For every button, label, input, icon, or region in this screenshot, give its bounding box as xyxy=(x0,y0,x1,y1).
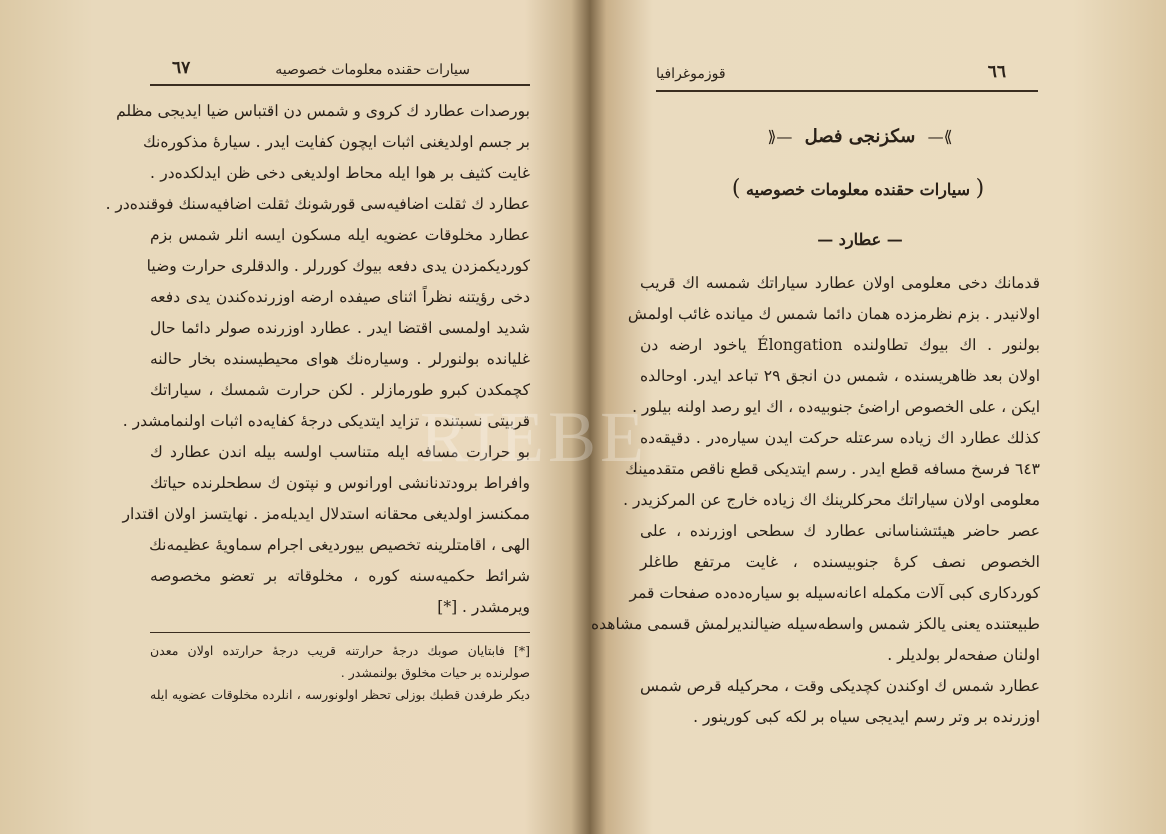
footnotes xyxy=(150,640,530,706)
text-line: غلیانده بولنورلر . وسیاره‌نك هوای محیطیسنده بخار حالنه xyxy=(150,350,530,368)
text-line: غایت کثیف بر هوا ایله محاط اولدیغى دخی ظن ایدلکده‌در . xyxy=(150,164,530,182)
text-line: عطارد ك ثقلت اضافیه‌سی قورشونك ثقلت اضافیه‌سنك فوقنده‌در . xyxy=(105,195,530,213)
header-rule xyxy=(656,90,1038,92)
text-line: ایکن ، علی الخصوص اراضیٔ جنوبیه‌ده ، اك ایو رصد اولنه بیلور . xyxy=(632,398,1040,416)
footnote-line: دیکر طرفدن قطبك بوزلى تحظر اولونورسه‌ ، انلرده مخلوقات عضویه ایله xyxy=(150,687,530,702)
text-line: عطارد مخلوقات عضویه ایله مسکون ایسه انلر شمس بزم xyxy=(150,226,530,244)
text-line: طبیعتنده یعنی یالکز شمس واسطه‌سیله ضیالندیرلمش قسمی مشاهده xyxy=(591,615,1040,633)
text-line: الخصوص نصف کرهٔ جنوبیسنده ، غایت مرتفع طاغلر xyxy=(640,553,1040,571)
text-line: وافراط برودتدنانشی اورانوس و نپتون ك سطحلرنده حیاتك xyxy=(150,474,530,492)
page-number: ٦٦ xyxy=(987,62,1006,82)
text-line: اولان بعد ظاهریسنده ، شمس دن انجق ٢٩ تباعد ایدر. اوحالده xyxy=(640,367,1041,385)
header-rule xyxy=(150,84,530,86)
text-line: اولانیدر . بزم نظرمزده همان دائما شمس ك میانده غائب اولمش xyxy=(627,305,1040,323)
text-line: کذلك عطارد اك زیاده سرعتله حرکت ایدن سیاره‌در . دقیقه‌ده xyxy=(640,429,1040,447)
running-title: قوزموغرافیا xyxy=(656,66,726,82)
text-line: قربیتی نسبتنده ، تزاید ایتدیکی درجهٔ کفایه‌ده اثبات اولنمامشدر . xyxy=(122,412,530,430)
text-line: کوردکاری کبی آلات مکمله اعانه‌سیله بو سیاره‌ده‌ده صفحات قمر xyxy=(629,584,1040,602)
chapter-subtitle: ( سیارات حقنده معلومات خصوصیه ) xyxy=(731,176,985,201)
running-title: سیارات حقنده معلومات خصوصیه xyxy=(275,62,470,78)
ornament-icon: ⟫— xyxy=(927,127,953,146)
footnote-line: صولرنده بر حیات مخلوق بولنمشدر . xyxy=(340,665,530,680)
right-page xyxy=(591,0,1166,834)
text-line: عصر حاضر هیئتشناسانی عطارد ك سطحی اوزرنده ، علی xyxy=(640,522,1040,540)
footnote-line: [*] فابتایان صوبك درجهٔ حرارتنه قریب درجهٔ حرارتده اولان معدن xyxy=(150,643,530,658)
text-line: عطارد شمس ك اوکندن کچدیکی وقت ، محرکیله قرص شمس xyxy=(640,677,1040,695)
body-text xyxy=(105,96,530,623)
text-line: شدید اولمسی اقتضا ایدر . عطارد اوزرنده صولر دائما حال xyxy=(150,319,530,337)
text-line: اوزرنده بر وتر رسم ایدیجی سیاه بر لکه کبی کورینور . xyxy=(693,708,1040,726)
text-line: ممکنسز اولدیغى محقانه استدلال ایدیله‌مز . نهایتسز اولان اقتدار xyxy=(122,505,530,523)
text-line: کچمکدن کبرو طورمازلر . لکن حرارت شمسك ، سیاراتك xyxy=(150,381,530,399)
watermark: RIEBE xyxy=(420,397,648,477)
body-text xyxy=(591,268,1041,733)
chapter-heading xyxy=(670,126,1050,147)
text-line: کورديکمزدن يدى دفعه بیوك کوررلر . والدقلری حرارت وضیا xyxy=(146,257,530,275)
text-line: بورصدات عطارد ك كروى و شمس دن اقتباس ضیا ایدیجی مظلم xyxy=(116,102,530,120)
footnote-rule xyxy=(150,632,530,633)
text-line: ویرمشدر . [*] xyxy=(437,598,530,616)
text-line: الهی ، اقامتلرینه تخصیص بیوردیغى اجرام سماویهٔ عظیمه‌نك xyxy=(149,536,530,554)
text-line: شرائط حکمیه‌سنه کوره ، مخلوقاته بر تعضو مخصوصه xyxy=(150,567,530,585)
text-line: بو حرارت مسافه ایله متناسب اولسه بیله اندن عطارد ك xyxy=(150,443,530,461)
text-line: اولنان صفحه‌لر بولدیلر . xyxy=(887,646,1040,664)
page-number: ٦٧ xyxy=(172,58,191,78)
chapter-title: سکزنجی فصل xyxy=(804,126,916,147)
subtitle-text: سیارات حقنده معلومات خصوصیه xyxy=(745,180,971,199)
ornament-icon: —⟪ xyxy=(767,127,793,146)
text-line: معلومی اولان سیاراتك محرکلرینك اك زیاده خارج عن المرکزیدر . xyxy=(623,491,1040,509)
text-line: دخی رؤیتنه نظراً اثنای صیفده ارضه اوزرنده‌کندن یدی دفعه xyxy=(150,288,530,306)
text-line: بولنور . اك بیوك تطاولنده Élongation یاخود ارضه دن xyxy=(640,336,1040,354)
section-heading: — عطارد — xyxy=(817,230,903,249)
text-line: بر جسم اولدیغنى اثبات ایچون کفایت ایدر . سیارهٔ مذکوره‌نك xyxy=(142,133,530,151)
text-line: قدمانك دخی معلومی اولان عطارد سیاراتك شمسه اك قریب xyxy=(640,274,1040,292)
text-line: ٦٤٣ فرسخ مسافه قطع ایدر . رسم ایتدیکی قطع ناقص متقدمینك xyxy=(625,460,1040,478)
